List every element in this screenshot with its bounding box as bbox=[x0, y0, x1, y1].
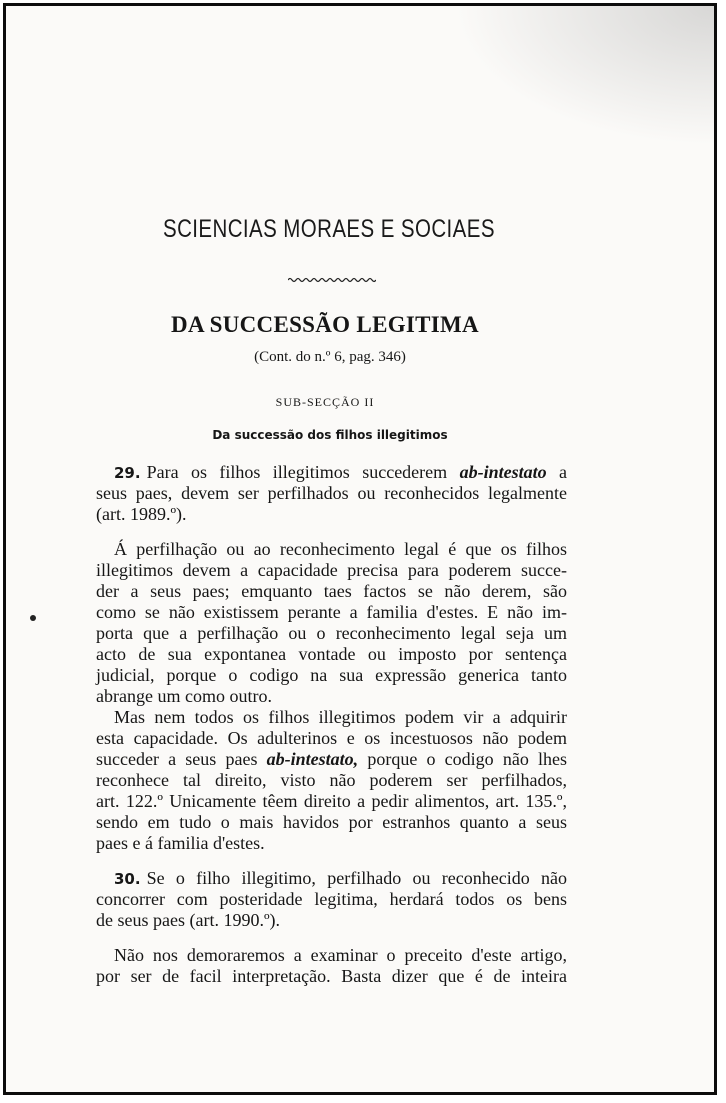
paragraph-line: abrange um como outro. bbox=[96, 686, 272, 706]
paragraph-line: Mas nem todos os filhos illegitimos podem vir a adquirir bbox=[114, 707, 567, 727]
wavy-rule-ornament bbox=[288, 276, 376, 284]
text-span: succeder a seus paes bbox=[96, 749, 267, 769]
paragraph-29-line: seus paes, devem ser perfilhados ou reconhecidos legalmente bbox=[96, 483, 567, 503]
paragraph-line: Não nos demoraremos a examinar o preceito d'este artigo, bbox=[114, 945, 567, 965]
article-number: 30. bbox=[114, 870, 141, 888]
subsection-heading: Da successão dos filhos illegitimos bbox=[212, 428, 448, 442]
article-number: 29. bbox=[114, 464, 141, 482]
paragraph-line bbox=[96, 749, 567, 769]
paragraph-line: illegitimos devem a capacidade precisa para poderem succe- bbox=[96, 560, 567, 580]
paragraph-29-line: (art. 1989.º). bbox=[96, 504, 187, 524]
ink-dot bbox=[30, 615, 36, 621]
paragraph-line: acto de sua expontanea vontade ou imposto por sentença bbox=[96, 644, 567, 664]
paragraph-29-line bbox=[96, 462, 567, 482]
paragraph-line: sendo em tudo o mais havidos por estranhos quanto a seus bbox=[96, 812, 567, 832]
paragraph-line: como se não existissem perante a familia d'estes. E não im- bbox=[96, 602, 567, 622]
paragraph-line: porta que a perfilhação ou o reconhecimento legal seja um bbox=[96, 623, 567, 643]
paragraph-30-line: concorrer com posteridade legitima, herdará todos os bens bbox=[96, 889, 567, 909]
paragraph-line: judicial, porque o codigo na sua expressão generica tanto bbox=[96, 665, 567, 685]
paragraph-line: esta capacidade. Os adulterinos e os incestuosos não podem bbox=[96, 728, 567, 748]
text-span: porque o codigo não lhes bbox=[358, 749, 567, 769]
subsection-label: SUB-SECÇÃO II bbox=[275, 395, 375, 409]
paragraph-line: der a seus paes; emquanto taes factos se não derem, são bbox=[96, 581, 567, 601]
text-span: Para os filhos illegitimos succederem bbox=[146, 462, 460, 482]
paragraph-line: por ser de facil interpretação. Basta dizer que é de inteira bbox=[96, 966, 567, 986]
text-span: a bbox=[546, 462, 567, 482]
paragraph-line: art. 122.º Unicamente têem direito a pedir alimentos, art. 135.º, bbox=[96, 791, 567, 811]
italic-term: ab-intestato, bbox=[266, 749, 359, 769]
paragraph-30-line bbox=[96, 868, 567, 888]
article-title: DA SUCCESSÃO LEGITIMA bbox=[171, 312, 479, 337]
paragraph-30-line: de seus paes (art. 1990.º). bbox=[96, 910, 281, 930]
section-title: SCIENCIAS MORAES E SOCIAES bbox=[163, 215, 495, 243]
paragraph-line: paes e á familia d'estes. bbox=[96, 833, 265, 853]
text-span: Se o filho illegitimo, perfilhado ou reconhecido não bbox=[146, 868, 567, 888]
paragraph-line: Á perfilhação ou ao reconhecimento legal é que os filhos bbox=[114, 539, 567, 559]
paragraph-line: reconhece tal direito, visto não poderem ser perfilhados, bbox=[96, 770, 567, 790]
continuation-note: (Cont. do n.º 6, pag. 346) bbox=[254, 349, 406, 365]
italic-term: ab-intestato bbox=[459, 462, 547, 482]
page-shadow bbox=[454, 6, 714, 146]
